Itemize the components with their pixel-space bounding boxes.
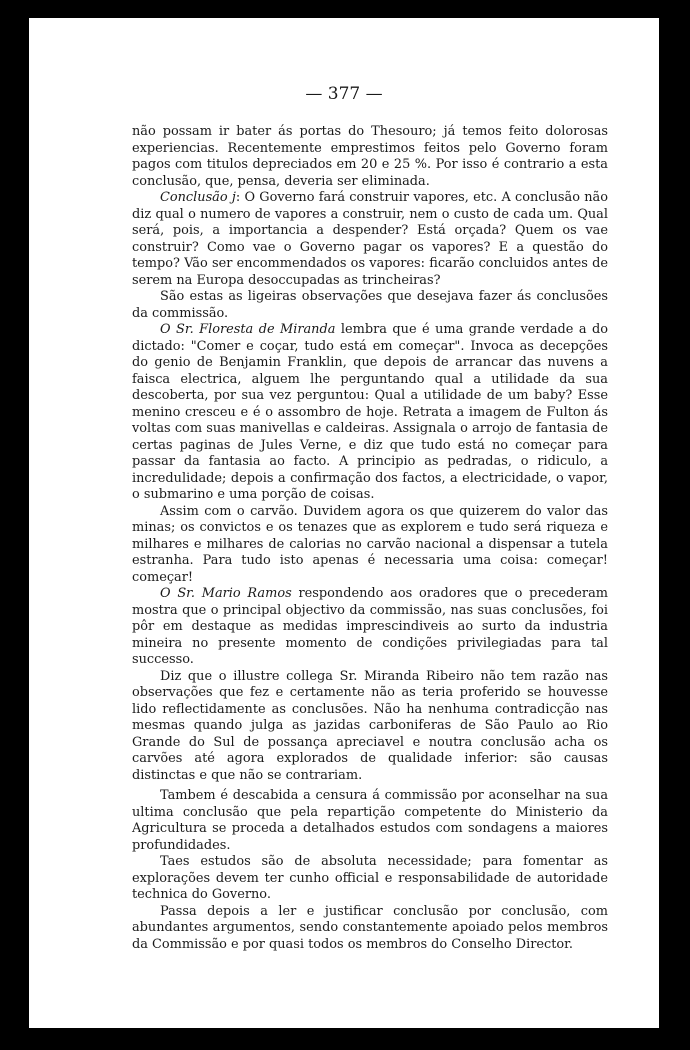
paragraph-censura: Tambem é descabida a censura á commissão por aconselhar na sua ultima conclusão que pela repartição competente do Ministerio da Agricultura se proceda a detalhados estudos com sondagens a maiores profundidades. xyxy=(132,788,608,853)
paragraph-miranda-ribeiro: Diz que o illustre collega Sr. Miranda Ribeiro não tem razão nas observações que fez e certamente não as teria proferido se houvesse lido reflectidamente as conclusões. Não ha nenhuma contradicção nas mesmas quando julga as jazidas carboniferas de São Paulo ao Rio Grande do Sul de possança apreciavel e noutra conclusão acha os carvões até agora explorados de qualidade inferior: são causas distinctas e que não se contrariam. xyxy=(132,668,608,783)
paragraph-observacoes: São estas as ligeiras observações que desejava fazer ás conclusões da commissão. xyxy=(132,289,608,321)
paragraph-estudos: Taes estudos são de absoluta necessidade; para fomentar as explorações devem ter cunho official e responsabilidade de autoridade technica do Governo. xyxy=(132,854,608,902)
paragraph-floresta-de-miranda xyxy=(132,322,608,504)
body-text xyxy=(132,124,608,953)
paragraph-thesouro: não possam ir bater ás portas do Thesouro; já temos feito dolorosas experiencias. Recentemente emprestimos feitos pelo Governo foram pagos com titulos depreciados em 20 e 25 %. Por isso é contrario a esta conclusão, que, pensa, deveria ser eliminada. xyxy=(132,124,608,189)
paragraph-conclusao-j xyxy=(132,190,608,289)
page-sheet xyxy=(29,18,659,1028)
page-number: — 377 — xyxy=(305,84,383,104)
paragraph-justificar: Passa depois a ler e justificar conclusão por conclusão, com abundantes argumentos, sendo constantemente apoiado pelos membros da Commissão e por quasi todos os membros do Conselho Director. xyxy=(132,903,608,952)
paragraph-text: : O Governo fará construir vapores, etc. A conclusão não diz qual o numero de vapores a construir, nem o custo de cada um. Qual será, pois, a importancia a despender? Está orçada? Quem os vae construir? Como vae o Governo pagar os vapores? E a questão do tempo? Vão ser encommendados os vapores: ficarão concluidos antes de serem na Europa desoccupadas as trincheiras? xyxy=(132,190,608,288)
speaker-name: O Sr. Floresta de Miranda xyxy=(160,322,336,337)
paragraph-text: respondendo aos oradores que o precederam mostra que o principal objectivo da commissão, nas suas conclusões, foi pôr em destaque as medidas imprescindiveis ao surto da industria mineira no presente momento de condições privilegiadas para tal successo. xyxy=(132,586,608,667)
paragraph-lead-italic: Conclusão j xyxy=(160,190,236,205)
paragraph-mario-ramos xyxy=(132,586,608,669)
speaker-name: O Sr. Mario Ramos xyxy=(160,586,292,601)
paragraph-carvao: Assim com o carvão. Duvidem agora os que quizerem do valor das minas; os convictos e os tenazes que as explorem e tudo será riqueza e milhares e milhares de calorias no carvão nacional a dispensar a tutela estranha. Para tudo isto apenas é necessaria uma coisa: começar! começar! xyxy=(132,503,608,585)
paragraph-text: lembra que é uma grande verdade a do dictado: "Comer e coçar, tudo está em começar". Invoca as decepções do genio de Benjamin Franklin, que depois de arrancar das nuvens a faisca electrica, alguem lhe perguntando qual a utilidade da sua descoberta, por sua vez perguntou: Qual a utilidade de um baby? Esse menino cresceu e é o assombro de hoje. Retrata a imagem de Fulton ás voltas com suas manivellas e caldeiras. Assignala o arrojo de fantasia de certas paginas de Jules Verne, e diz que tudo está no começar para passar da fantasia ao facto. A principio as pedradas, o ridiculo, a incredulidade; depois a confirmação dos factos, a electricidade, o vapor, o submarino e uma porção de coisas. xyxy=(132,322,608,502)
